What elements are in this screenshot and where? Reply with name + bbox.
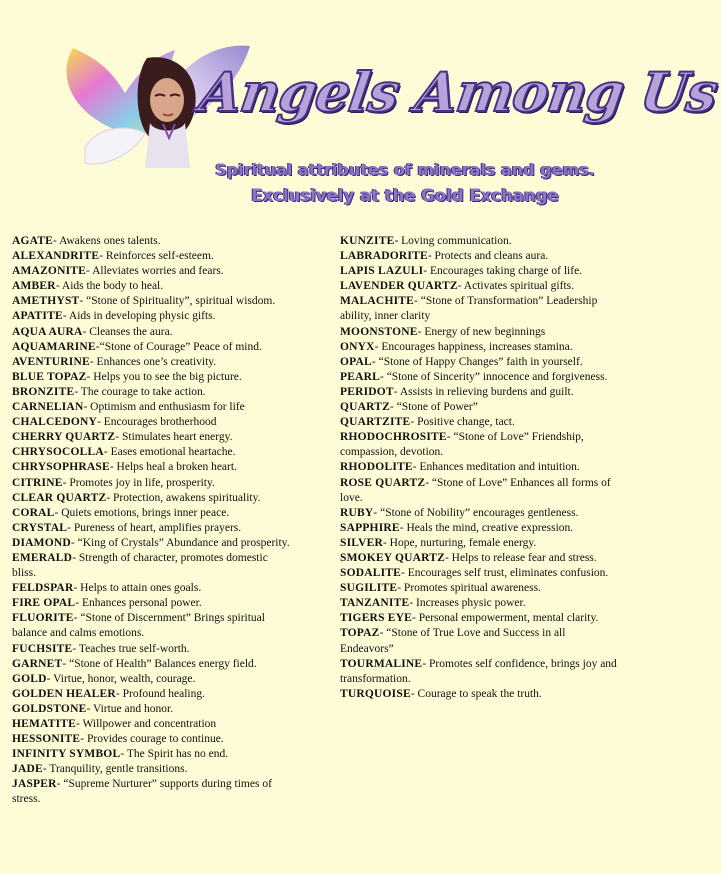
gem-entry: [12, 536, 294, 551]
gem-description: - Personal empowerment, mental clarity.: [411, 612, 599, 625]
gem-description: - “Stone of Discernment” Brings spiritual balance and calms emotions.: [12, 612, 265, 640]
subtitle-gold-exchange: Exclusively at the Gold Exchange: [251, 186, 559, 205]
gem-name: DIAMOND: [12, 536, 71, 549]
gem-description: - Activates spiritual gifts.: [457, 280, 574, 293]
gem-name: TANZANITE: [340, 597, 410, 610]
gem-name: BRONZITE: [12, 385, 75, 398]
gem-description: - Loving communication.: [394, 235, 512, 247]
gem-entry: [12, 551, 294, 581]
gem-entry: [12, 747, 294, 762]
gem-description: - Eases emotional heartache.: [103, 446, 236, 459]
gem-name: TOPAZ: [340, 627, 380, 640]
gem-name: QUARTZITE: [340, 416, 411, 429]
gem-description: - Helps you to see the big picture.: [86, 370, 242, 383]
gem-description: - Positive change, tact.: [410, 416, 515, 429]
gem-name: GOLD: [12, 672, 47, 685]
gem-description: - Optimism and enthusiasm for life: [83, 401, 245, 414]
gem-name: APATITE: [12, 310, 63, 323]
gem-name: BLUE TOPAZ: [12, 370, 87, 383]
gem-description: - “Supreme Nurturer” supports during times of stress.: [12, 778, 272, 806]
gem-description: - Stimulates heart energy.: [115, 431, 233, 444]
gem-entry: [12, 702, 294, 717]
gem-description: - Encourages self trust, eliminates confusion.: [401, 567, 609, 580]
gem-name: LAVENDER QUARTZ: [340, 280, 458, 293]
gem-name: HEMATITE: [12, 718, 77, 730]
gem-entry: [12, 642, 294, 657]
gem-name: CRYSTAL: [12, 521, 68, 534]
header: [0, 0, 721, 230]
gem-entry: [340, 460, 620, 475]
gem-name: JASPER: [12, 778, 57, 791]
gem-name: CHRYSOCOLLA: [12, 446, 104, 459]
gem-name: MALACHITE: [340, 295, 415, 308]
gem-description: - “King of Crystals” Abundance and prosperity.: [70, 536, 290, 549]
logo-title: Angels Among Us: [195, 60, 721, 124]
gem-entry: [12, 445, 294, 460]
gem-description: - “Stone of Spirituality”, spiritual wisdom.: [79, 295, 276, 308]
left-column: [12, 234, 294, 808]
gem-entry: [12, 581, 294, 596]
gem-name: SILVER: [340, 536, 383, 549]
gem-entry: [340, 279, 620, 294]
gem-name: GOLDSTONE: [12, 702, 87, 715]
gem-name: SMOKEY QUARTZ: [340, 551, 445, 564]
gem-description: - Courage to speak the truth.: [410, 687, 542, 700]
gem-name: INFINITY SYMBOL: [12, 748, 121, 761]
gem-name: FUCHSITE: [12, 642, 73, 655]
gem-description: -“Stone of Courage” Peace of mind.: [95, 340, 262, 353]
gem-entry: [12, 279, 294, 294]
gem-description: - Awakens ones talents.: [53, 235, 161, 247]
gem-name: RHODOLITE: [340, 461, 413, 474]
gem-description: - Teaches true self-worth.: [72, 642, 190, 655]
gem-entry: [340, 264, 620, 279]
gem-entry: [12, 687, 294, 702]
gem-description: - Virtue and honor.: [86, 702, 174, 715]
gem-entry: [340, 551, 620, 566]
gem-entry: [12, 234, 294, 249]
gem-name: AMAZONITE: [12, 265, 87, 278]
gem-description: - Encourages taking charge of life.: [423, 265, 583, 278]
gem-name: AQUAMARINE: [12, 340, 96, 353]
gem-entry: [340, 400, 620, 415]
gem-entry: [12, 672, 294, 687]
gem-name: KUNZITE: [340, 235, 395, 247]
gem-name: FELDSPAR: [12, 582, 74, 595]
gem-entry: [12, 777, 294, 807]
gem-entry: [340, 611, 620, 626]
gem-name: LAPIS LAZULI: [340, 265, 424, 278]
gem-description: - Encourages happiness, increases stamina.: [374, 340, 573, 353]
gem-entry: [12, 400, 294, 415]
gem-entry: [340, 385, 620, 400]
gem-description: - “Stone of Love” Enhances all forms of love.: [340, 476, 611, 504]
gem-description: - Helps to release fear and stress.: [444, 551, 597, 564]
gem-description: - Cleanses the aura.: [82, 325, 173, 338]
gem-description: - “Stone of Nobility” encourages gentleness.: [373, 506, 579, 519]
gem-name: ALEXANDRITE: [12, 250, 100, 263]
gem-description: - “Stone of Transformation” Leadership ability, inner clarity: [340, 295, 598, 323]
gem-entry: [340, 234, 620, 249]
right-column: [340, 234, 620, 702]
gem-description: - Aids the body to heal.: [55, 280, 164, 293]
gem-description: - Enhances one’s creativity.: [89, 355, 217, 368]
gem-name: CITRINE: [12, 476, 63, 489]
gem-entry: [12, 732, 294, 747]
gem-name: ROSE QUARTZ: [340, 476, 426, 489]
gem-description: - “Stone of Sincerity” innocence and forgiveness.: [379, 370, 608, 383]
gem-name: CHRYSOPHRASE: [12, 461, 110, 474]
gem-description: - Energy of new beginnings: [417, 325, 546, 338]
gem-description: - “Stone of Power”: [390, 401, 478, 414]
gem-name: RUBY: [340, 506, 374, 519]
gem-entry: [12, 325, 294, 340]
gem-description: - Promotes self confidence, brings joy and transformation.: [340, 657, 617, 685]
gem-description: - Reinforces self-esteem.: [99, 250, 214, 263]
gem-description: - Encourages brotherhood: [97, 416, 217, 429]
gem-entry: [340, 340, 620, 355]
gem-name: CHALCEDONY: [12, 416, 98, 429]
gem-entry: [12, 596, 294, 611]
gem-description: - Helps heal a broken heart.: [109, 461, 237, 474]
gem-name: TOURMALINE: [340, 657, 423, 670]
gem-description: - “Stone of Happy Changes” faith in yourself.: [371, 355, 583, 368]
gem-description: - Virtue, honor, wealth, courage.: [46, 672, 196, 685]
gem-description: - Promotes spiritual awareness.: [397, 582, 541, 595]
gem-entry: [340, 294, 620, 324]
gem-description: - Increases physic power.: [409, 597, 526, 610]
gem-name: SODALITE: [340, 567, 402, 580]
gem-entry: [12, 491, 294, 506]
gem-description: - Quiets emotions, brings inner peace.: [54, 506, 230, 519]
gem-name: CHERRY QUARTZ: [12, 431, 116, 444]
gem-description: - Alleviates worries and fears.: [86, 265, 224, 278]
gem-name: TIGERS EYE: [340, 612, 412, 625]
gem-description: - “Stone of Love” Friendship, compassion, devotion.: [340, 431, 584, 459]
gem-name: QUARTZ: [340, 401, 390, 414]
gem-name: FLUORITE: [12, 612, 74, 625]
gem-entry: [12, 370, 294, 385]
gem-entry: [340, 355, 620, 370]
gem-entry: [12, 249, 294, 264]
gem-description: - Enhances personal power.: [75, 597, 202, 610]
gem-name: GARNET: [12, 657, 63, 670]
gem-description: - Helps to attain ones goals.: [73, 582, 202, 595]
gem-description: - Tranquility, gentle transitions.: [42, 763, 188, 776]
gem-name: AMBER: [12, 280, 56, 293]
gem-description: - Hope, nurturing, female energy.: [382, 536, 537, 549]
gem-name: ONYX: [340, 340, 375, 353]
gem-description: - Profound healing.: [115, 687, 205, 700]
gem-name: TURQUOISE: [340, 687, 411, 700]
gem-entry: [340, 566, 620, 581]
gem-name: AMETHYST: [12, 295, 80, 308]
gem-entry: [12, 430, 294, 445]
gem-entry: [12, 506, 294, 521]
gem-name: AQUA AURA: [12, 325, 83, 338]
gem-entry: [12, 264, 294, 279]
gem-entry: [12, 611, 294, 641]
gem-entry: [12, 762, 294, 777]
gem-entry: [340, 521, 620, 536]
gem-name: GOLDEN HEALER: [12, 687, 116, 700]
gem-name: PEARL: [340, 370, 380, 383]
gem-description: - Promotes joy in life, prosperity.: [62, 476, 215, 489]
gem-entry: [340, 476, 620, 506]
gem-description: - Heals the mind, creative expression.: [399, 521, 574, 534]
gem-entry: [340, 506, 620, 521]
gem-name: LABRADORITE: [340, 250, 428, 263]
gem-description: - Provides courage to continue.: [80, 733, 224, 746]
gem-name: FIRE OPAL: [12, 597, 76, 610]
gem-description: - Protection, awakens spirituality.: [106, 491, 261, 504]
gem-name: CARNELIAN: [12, 401, 84, 414]
gem-entry: [340, 536, 620, 551]
gem-description: - “Stone of True Love and Success in all Endeavors”: [340, 627, 566, 655]
gem-description: - “Stone of Health” Balances energy field.: [62, 657, 257, 670]
gem-entry: [340, 687, 620, 702]
gem-name: JADE: [12, 763, 43, 776]
gem-description: - Enhances meditation and intuition.: [412, 461, 580, 474]
gem-description: - Willpower and concentration: [76, 718, 217, 730]
gem-name: SAPPHIRE: [340, 521, 400, 534]
subtitle-spiritual-attributes: Spiritual attributes of minerals and gems.: [215, 160, 595, 179]
gem-description: - Protects and cleans aura.: [427, 250, 549, 263]
gem-entry: [340, 325, 620, 340]
gem-name: AVENTURINE: [12, 355, 90, 368]
gem-entry: [340, 430, 620, 460]
gem-name: AGATE: [12, 235, 54, 247]
gem-entry: [12, 717, 294, 732]
gem-name: SUGILITE: [340, 582, 398, 595]
gem-entry: [12, 355, 294, 370]
gem-entry: [12, 385, 294, 400]
gem-name: HESSONITE: [12, 733, 81, 746]
gem-name: MOONSTONE: [340, 325, 418, 338]
gem-entry: [12, 294, 294, 309]
gem-name: CLEAR QUARTZ: [12, 491, 107, 504]
gem-description: - The courage to take action.: [74, 385, 206, 398]
gem-description: - Aids in developing physic gifts.: [62, 310, 216, 323]
gem-entry: [12, 309, 294, 324]
gem-description: - Assists in relieving burdens and guilt.: [393, 385, 574, 398]
gem-entry: [12, 521, 294, 536]
gem-name: CORAL: [12, 506, 55, 519]
gem-entry: [12, 415, 294, 430]
gem-entry: [340, 596, 620, 611]
gem-entry: [340, 415, 620, 430]
gem-name: PERIDOT: [340, 385, 394, 398]
gem-entry: [340, 370, 620, 385]
gem-entry: [12, 657, 294, 672]
gem-entry: [340, 657, 620, 687]
gem-entry: [12, 476, 294, 491]
gem-entry: [12, 460, 294, 475]
gem-entry: [340, 581, 620, 596]
gem-description: - Strength of character, promotes domestic bliss.: [12, 551, 268, 580]
gem-entry: [12, 340, 294, 355]
gem-name: EMERALD: [12, 551, 73, 564]
gem-name: OPAL: [340, 355, 372, 368]
gem-name: RHODOCHROSITE: [340, 431, 447, 444]
gem-entry: [340, 249, 620, 264]
gem-description: - The Spirit has no end.: [120, 748, 229, 761]
gem-description: - Pureness of heart, amplifies prayers.: [67, 521, 242, 534]
gem-entry: [340, 626, 620, 656]
